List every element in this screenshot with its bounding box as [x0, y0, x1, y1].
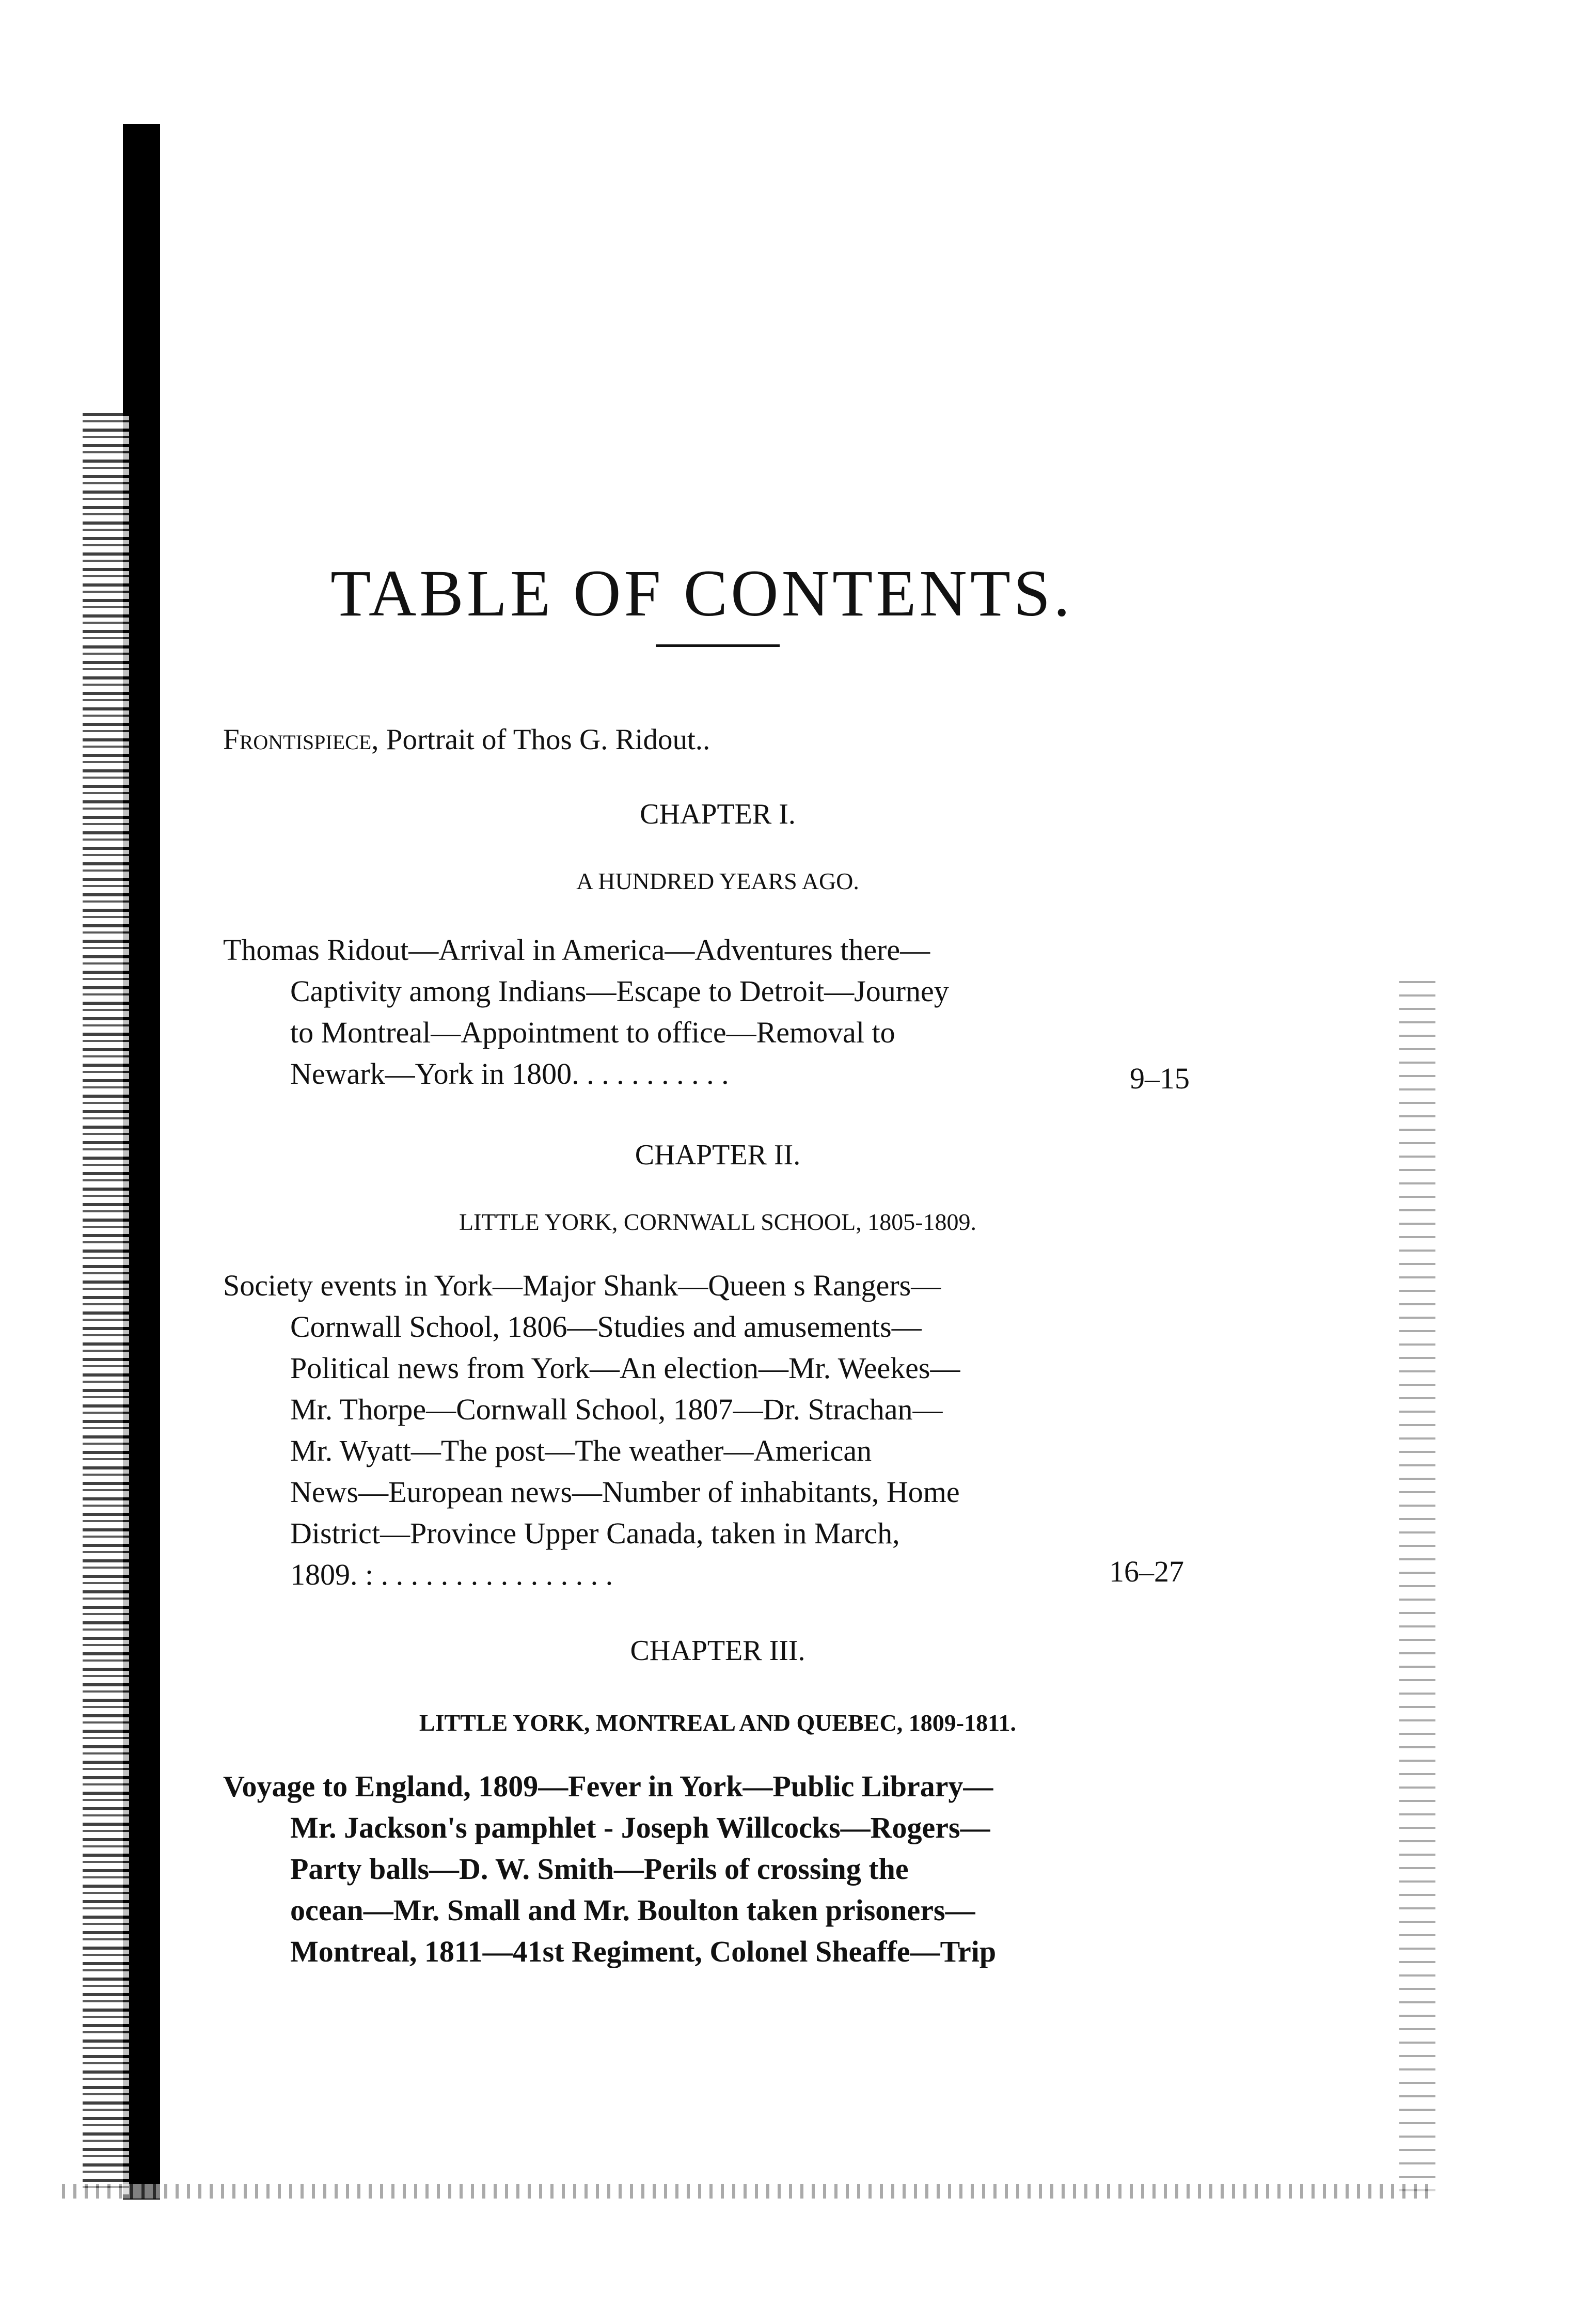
chapter-3-summary: [223, 1766, 1096, 1972]
summary-line: News—European news—Number of inhabitants, Home: [290, 1475, 960, 1509]
title-rule: [656, 644, 780, 647]
chapter-2-subtitle-row: [201, 1208, 1234, 1236]
chapter-1-heading: [201, 798, 1234, 831]
summary-line: Mr. Jackson's pamphlet - Joseph Willcocks—Rogers—: [290, 1811, 990, 1844]
chapter-3-heading: [201, 1634, 1234, 1667]
summary-line: to Montreal—Appointment to office—Removal to: [290, 1016, 895, 1049]
frontispiece-label: Frontispiece,: [223, 723, 379, 756]
summary-line: Society events in York—Major Shank—Queen s Rangers—: [223, 1269, 941, 1302]
summary-line: Captivity among Indians—Escape to Detroit—Journey: [290, 974, 949, 1008]
bottom-edge-noise: [62, 2184, 1435, 2199]
summary-line: ocean—Mr. Small and Mr. Boulton taken prisoners—: [290, 1893, 975, 1927]
chapter-3-subtitle-row: [201, 1709, 1234, 1736]
chapter-3-label: CHAPTER III.: [630, 1635, 805, 1667]
frontispiece-entry: [223, 723, 710, 756]
summary-line: Mr. Wyatt—The post—The weather—American: [290, 1434, 872, 1467]
chapter-2-heading: [201, 1139, 1234, 1172]
summary-line: Voyage to England, 1809—Fever in York—Public Library—: [223, 1769, 993, 1803]
summary-line: District—Province Upper Canada, taken in March,: [290, 1516, 900, 1550]
summary-line: Political news from York—An election—Mr. Weekes—: [290, 1351, 960, 1385]
chapter-2-summary: [223, 1265, 1096, 1595]
right-edge-noise: [1399, 981, 1435, 2194]
summary-line: Montreal, 1811—41st Regiment, Colonel Sheaffe—Trip: [290, 1935, 997, 1968]
summary-line: Newark—York in 1800. . . . . . . . . . .: [290, 1057, 729, 1090]
chapter-1-pages: 9–15: [1130, 1062, 1190, 1095]
summary-line: Party balls—D. W. Smith—Perils of crossing the: [290, 1852, 909, 1886]
chapter-3-subtitle: LITTLE YORK, MONTREAL AND QUEBEC, 1809-1811.: [419, 1710, 1017, 1736]
page-edge-noise: [83, 413, 129, 2194]
frontispiece-text: Portrait of Thos G. Ridout..: [386, 723, 710, 756]
summary-line: Cornwall School, 1806—Studies and amusements—: [290, 1310, 922, 1343]
chapter-1-subtitle-row: [201, 867, 1234, 895]
summary-line: 1809. : . . . . . . . . . . . . . . . .: [290, 1558, 613, 1591]
chapter-2-subtitle: LITTLE YORK, CORNWALL SCHOOL, 1805-1809.: [459, 1209, 977, 1235]
chapter-1-summary: [223, 929, 1096, 1095]
chapter-1-subtitle: A HUNDRED YEARS AGO.: [576, 868, 859, 894]
chapter-2-pages: 16–27: [1109, 1555, 1184, 1588]
summary-line: Mr. Thorpe—Cornwall School, 1807—Dr. Strachan—: [290, 1393, 943, 1426]
summary-line: Thomas Ridout—Arrival in America—Adventures there—: [223, 933, 930, 967]
page-title: TABLE OF CONTENTS.: [330, 556, 1073, 630]
chapter-1-label: CHAPTER I.: [640, 798, 796, 830]
chapter-2-label: CHAPTER II.: [635, 1139, 801, 1171]
